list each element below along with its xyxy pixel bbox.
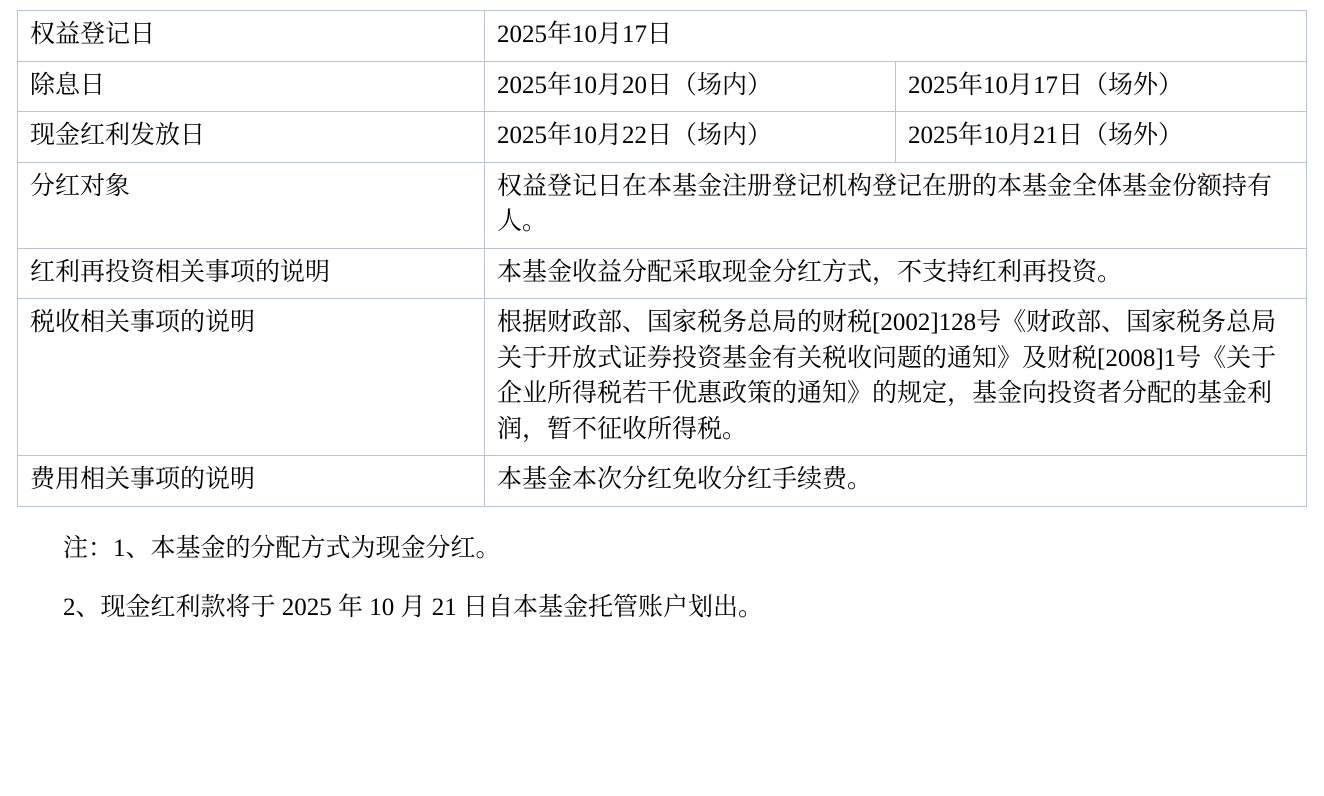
row-label: 税收相关事项的说明 bbox=[18, 299, 485, 456]
row-value-onexchange: 2025年10月22日（场内） bbox=[485, 112, 896, 163]
table-row bbox=[18, 11, 1307, 62]
row-value: 权益登记日在本基金注册登记机构登记在册的本基金全体基金份额持有人。 bbox=[485, 162, 1307, 248]
row-value-offexchange: 2025年10月17日（场外） bbox=[896, 61, 1307, 112]
table-row bbox=[18, 299, 1307, 456]
table-row bbox=[18, 112, 1307, 163]
row-value: 根据财政部、国家税务总局的财税[2002]128号《财政部、国家税务总局关于开放式证券投资基金有关税收问题的通知》及财税[2008]1号《关于企业所得税若干优惠政策的通知》的规定，基金向投资者分配的基金利润，暂不征收所得税。 bbox=[485, 299, 1307, 456]
row-label: 费用相关事项的说明 bbox=[18, 456, 485, 507]
row-value: 本基金本次分红免收分红手续费。 bbox=[485, 456, 1307, 507]
row-value: 2025年10月17日 bbox=[485, 11, 1307, 62]
note-line-2: 2、现金红利款将于 2025 年 10 月 21 日自本基金托管账户划出。 bbox=[63, 594, 764, 621]
row-value-offexchange: 2025年10月21日（场外） bbox=[896, 112, 1307, 163]
row-value-onexchange: 2025年10月20日（场内） bbox=[485, 61, 896, 112]
row-label: 除息日 bbox=[18, 61, 485, 112]
table-row bbox=[18, 456, 1307, 507]
row-label: 红利再投资相关事项的说明 bbox=[18, 248, 485, 299]
table-row bbox=[18, 162, 1307, 248]
notes-section bbox=[17, 521, 1307, 633]
note-line-1: 注：1、本基金的分配方式为现金分红。 bbox=[63, 534, 501, 562]
row-value: 本基金收益分配采取现金分红方式，不支持红利再投资。 bbox=[485, 248, 1307, 299]
table-row bbox=[18, 61, 1307, 112]
row-label: 现金红利发放日 bbox=[18, 112, 485, 163]
row-label: 权益登记日 bbox=[18, 11, 485, 62]
table-body bbox=[18, 11, 1307, 507]
row-label: 分红对象 bbox=[18, 162, 485, 248]
dividend-info-table bbox=[17, 10, 1307, 507]
table-row bbox=[18, 248, 1307, 299]
